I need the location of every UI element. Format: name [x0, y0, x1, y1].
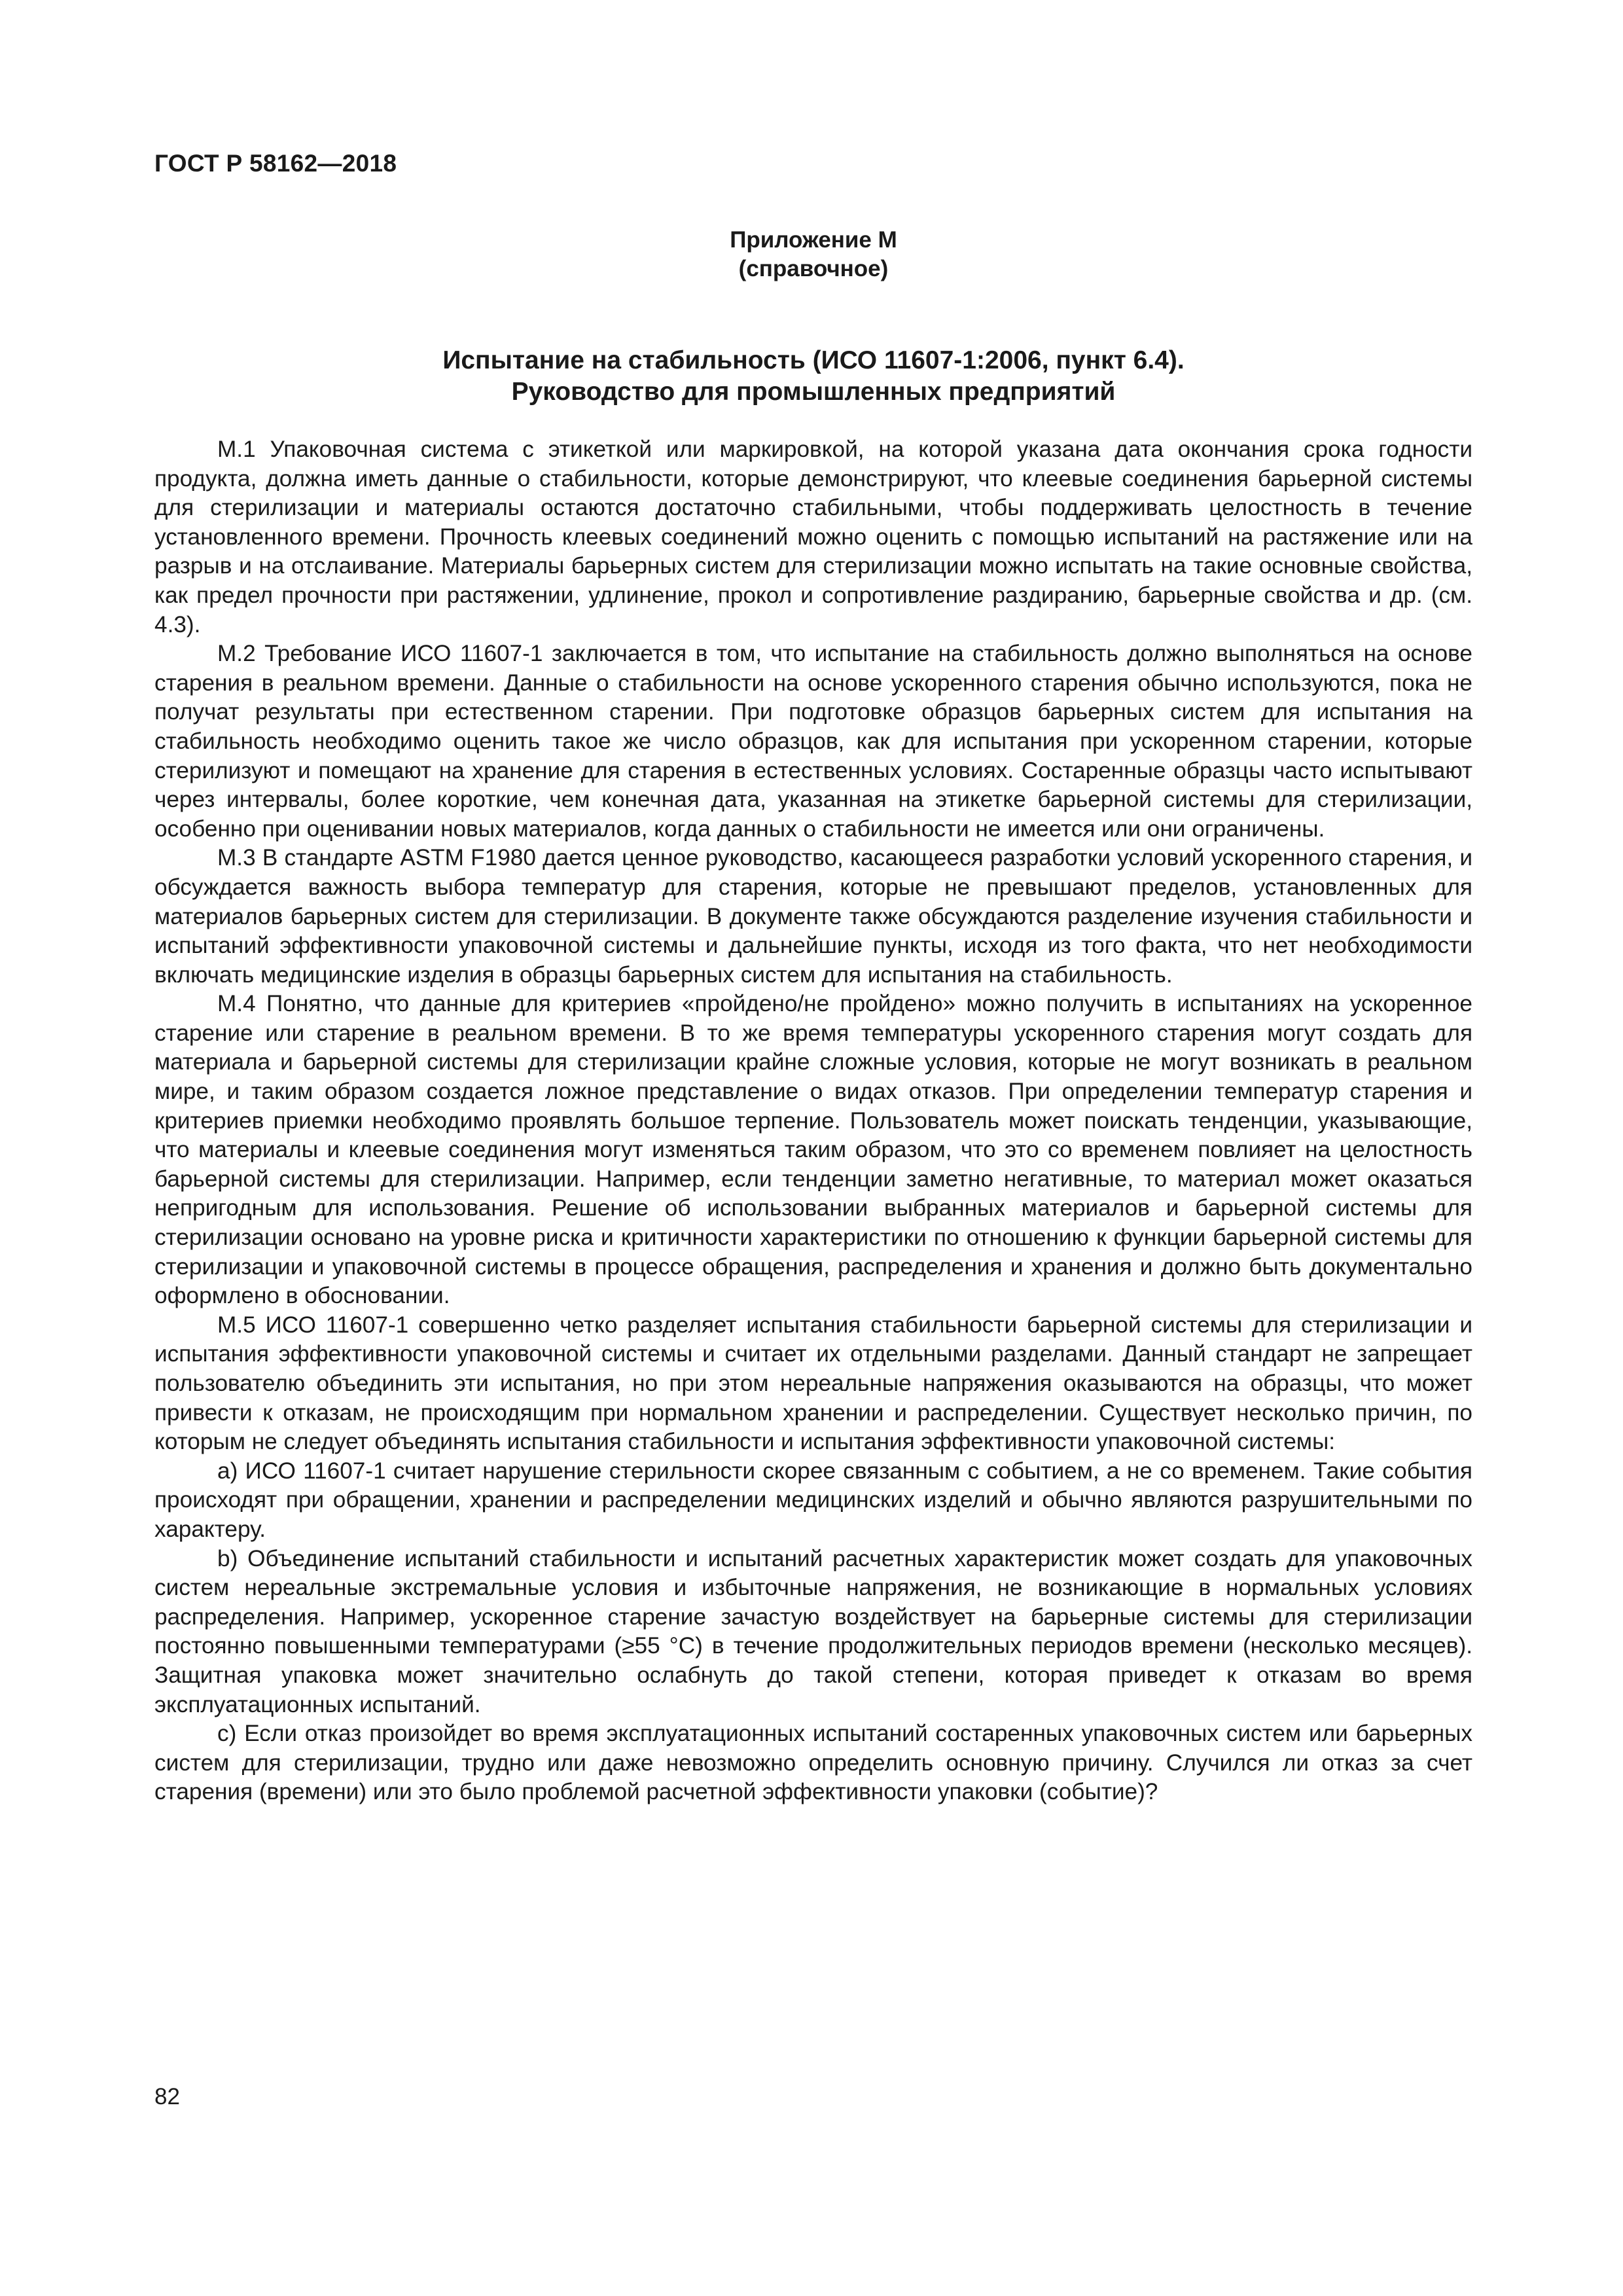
- list-item-b: b) Объединение испытаний стабильности и испытаний расчетных характеристик может создать для упаковочных систем нереальные экстремальные условия и избыточные напряжения, не возникающие в нормальных условиях распределения. Например, ускоренное старение зачастую воздействует на барьерные системы для стерилизации постоянно повышенными температурами (≥55 °С) в течение продолжительных периодов времени (несколько месяцев). Защитная упаковка может значительно ослабнуть до такой степени, которая приведет к отказам во время эксплуатационных испытаний.: [154, 1545, 1472, 1717]
- paragraph-m3: М.3 В стандарте ASTM F1980 дается ценное руководство, касающееся разработки условий ускоренного старения, и обсуждается важность выбора температур для старения, которые не превышают пределов, установленных для материалов барьерных систем для стерилизации. В документе также обсуждаются разделение изучения стабильности и испытаний эффективности упаковочной системы и дальнейшие пункты, исходя из того факта, что нет необходимости включать медицинские изделия в образцы барьерных систем для испытания на стабильность.: [154, 845, 1472, 988]
- body-text: [154, 435, 1472, 1807]
- annex-kind: (справочное): [738, 256, 889, 281]
- annex-heading: [154, 226, 1472, 283]
- page-number: 82: [154, 2084, 180, 2109]
- paragraph-m5: М.5 ИСО 11607-1 совершенно четко разделяет испытания стабильности барьерной системы для стерилизации и испытания эффективности упаковочной системы и считает их отдельными разделами. Данный стандарт не запрещает пользователю объединить эти испытания, но при этом нереальные напряжения оказываются на образцы, что может привести к отказам, не происходящим при нормальном хранении и распределении. Существует несколько причин, по которым не следует объединять испытания стабильности и испытания эффективности упаковочной системы:: [154, 1312, 1472, 1455]
- list-item-a: a) ИСО 11607-1 считает нарушение стерильности скорее связанным с событием, а не со временем. Такие события происходят при обращении, хранении и распределении медицинских изделий и обычно являются разрушительными по характеру.: [154, 1458, 1472, 1542]
- paragraph-m2: М.2 Требование ИСО 11607-1 заключается в том, что испытание на стабильность должно выполняться на основе старения в реальном времени. Данные о стабильности на основе ускоренного старения обычно используются, пока не получат результаты при естественном старении. При подготовке образцов барьерных систем для испытания на стабильность необходимо оценить такое же число образцов, как для испытания при ускоренном старении, которые стерилизуют и помещают на хранение для старения в естественных условиях. Состаренные образцы часто испытывают через интервалы, более короткие, чем конечная дата, указанная на этикетке барьерной системы для стерилизации, особенно при оценивании новых материалов, когда данных о стабильности не имеется или они ограничены.: [154, 641, 1472, 842]
- annex-title-line-2: Руководство для промышленных предприятий: [511, 378, 1116, 406]
- paragraph-m1: М.1 Упаковочная система с этикеткой или маркировкой, на которой указана дата окончания срока годности продукта, должна иметь данные о стабильности, которые демонстрируют, что клеевые соединения барьерной системы для стерилизации и материалы остаются достаточно стабильными, чтобы поддерживать целостность в течение установленного времени. Прочность клеевых соединений можно оценить с помощью испытаний на растяжение или на разрыв и на отслаивание. Материалы барьерных систем для стерилизации можно испытать на такие основные свойства, как предел прочности при растяжении, удлинение, прокол и сопротивление раздиранию, барьерные свойства и др. (см. 4.3).: [154, 437, 1472, 637]
- document-code: ГОСТ Р 58162—2018: [154, 150, 397, 177]
- list-item-c: c) Если отказ произойдет во время эксплуатационных испытаний состаренных упаковочных систем или барьерных систем для стерилизации, трудно или даже невозможно определить основную причину. Случился ли отказ за счет старения (времени) или это было проблемой расчетной эффективности упаковки (событие)?: [154, 1721, 1472, 1805]
- annex-title-line-1: Испытание на стабильность (ИСО 11607-1:2006, пункт 6.4).: [442, 346, 1185, 374]
- paragraph-m4: М.4 Понятно, что данные для критериев «пройдено/не пройдено» можно получить в испытаниях на ускоренное старение или старение в реальном времени. В то же время температуры ускоренного старения могут создать для материала и барьерной системы для стерилизации крайне сложные условия, которые не могут возникать в реальном мире, и таким образом создается ложное представление о видах отказов. При определении температур старения и критериев приемки необходимо проявлять большое терпение. Пользователь может поискать тенденции, указывающие, что материалы и клеевые соединения могут изменяться таким образом, что это со временем повлияет на целостность барьерной системы для стерилизации. Например, если тенденции заметно негативные, то материал может оказаться непригодным для использования. Решение об использовании выбранных материалов и барьерной системы для стерилизации основано на уровне риска и критичности характеристики по отношению к функции барьерной системы для стерилизации и упаковочной системы в процессе обращения, распределения и хранения и должно быть документально оформлено в обосновании.: [154, 991, 1472, 1309]
- annex-label: Приложение М: [730, 227, 897, 253]
- annex-title: [154, 345, 1472, 408]
